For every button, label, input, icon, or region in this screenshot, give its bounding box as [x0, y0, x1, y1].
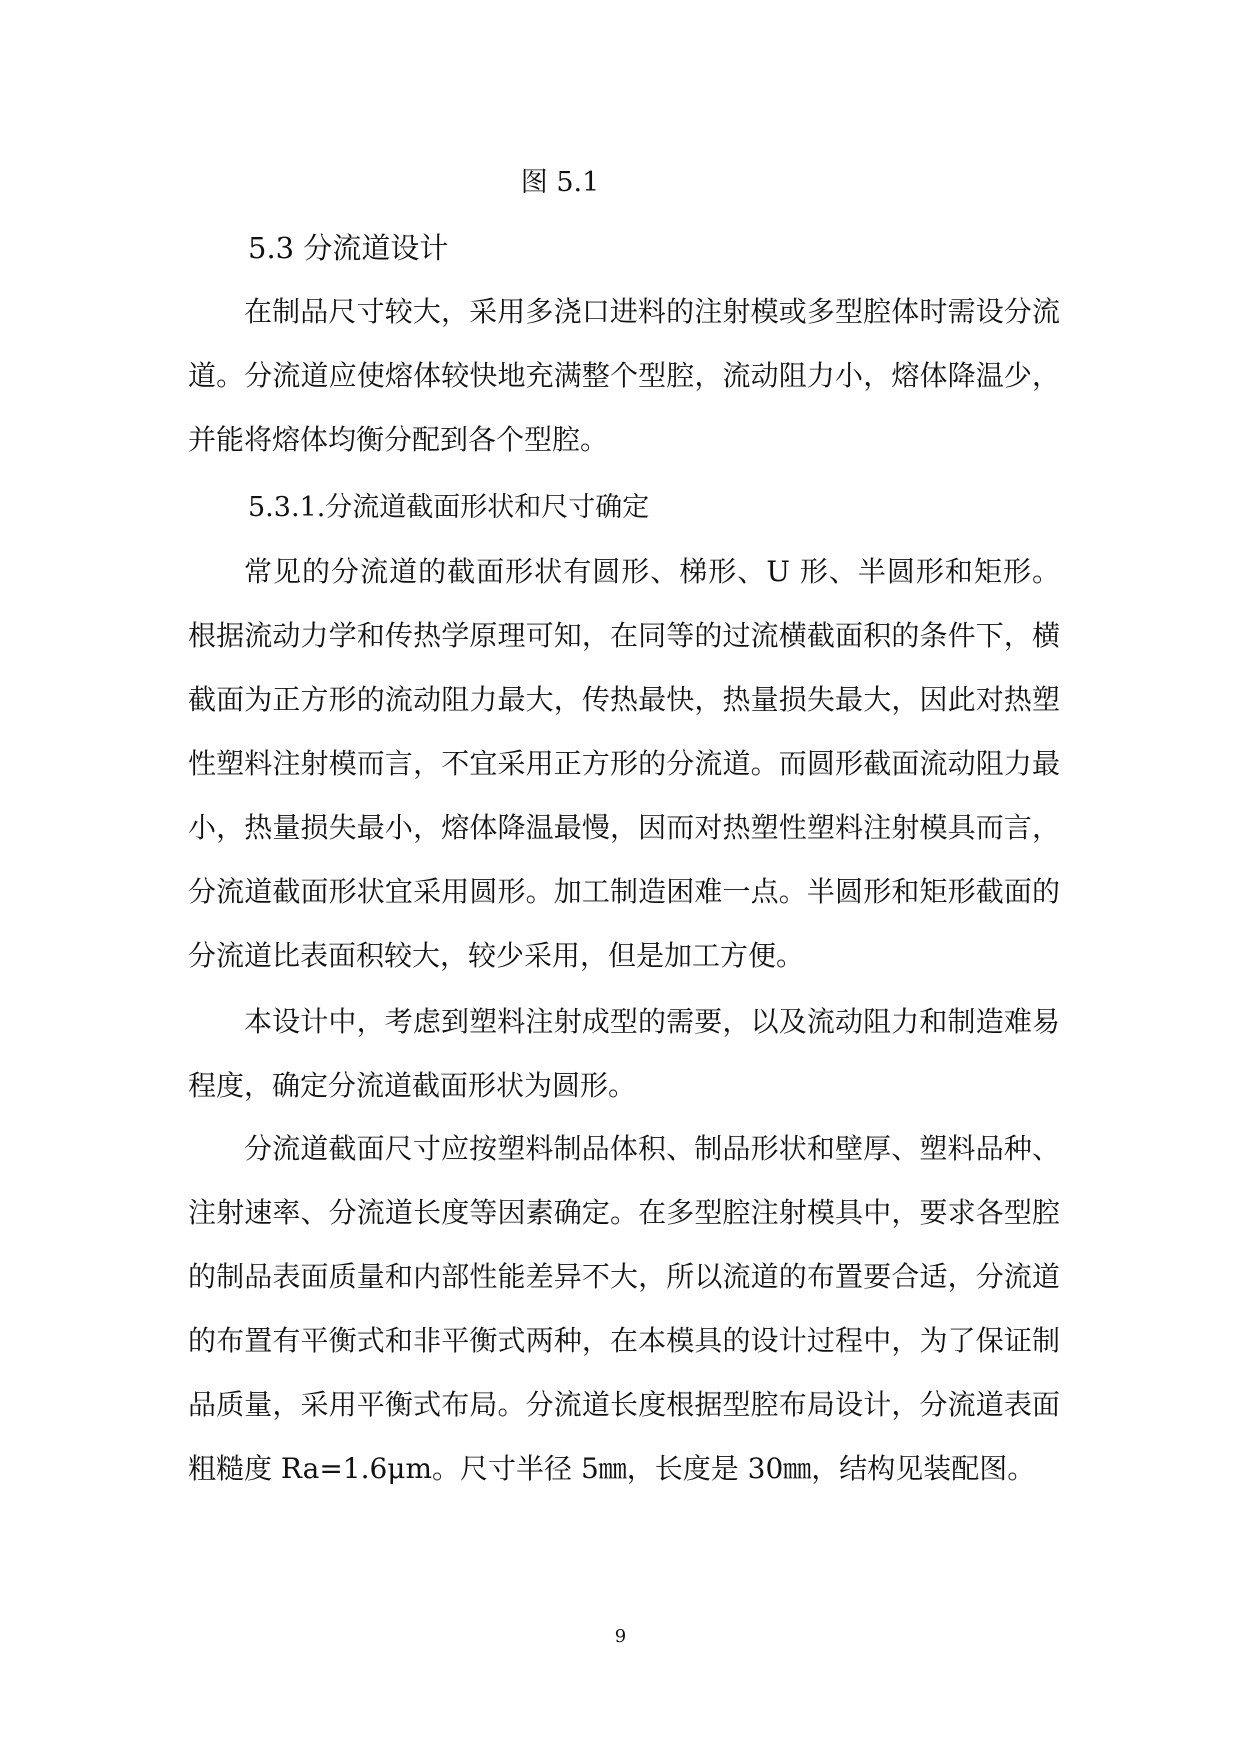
- page-number: 9: [614, 1626, 627, 1647]
- paragraph-cross-section-shapes: 常见的分流道的截面形状有圆形、梯形、U 形、半圆形和矩形。根据流动力学和传热学原理可知，在同等的过流横截面积的条件下，横截面为正方形的流动阻力最大，传热最快，热量损失最大，因此对热塑性塑料注射模而言，不宜采用正方形的分流道。而圆形截面流动阻力最小，热量损失最小，熔体降温最慢，因而对热塑性塑料注射模具而言，分流道截面形状宜采用圆形。加工制造困难一点。半圆形和矩形截面的分流道比表面积较大，较少采用，但是加工方便。: [188, 555, 1060, 972]
- section-heading-5-3: 5.3 分流道设计: [248, 231, 449, 265]
- paragraph-runner-intro: 在制品尺寸较大，采用多浇口进料的注射模或多型腔体时需设分流道。分流道应使熔体较快地充满整个型腔，流动阻力小，熔体降温少，并能将熔体均衡分配到各个型腔。: [188, 295, 1060, 456]
- paragraph-design-choice: 本设计中，考虑到塑料注射成型的需要，以及流动阻力和制造难易程度，确定分流道截面形状为圆形。: [188, 1005, 1060, 1102]
- paragraph-runner-dimensions: 分流道截面尺寸应按塑料制品体积、制品形状和壁厚、塑料品种、注射速率、分流道长度等因素确定。在多型腔注射模具中，要求各型腔的制品表面质量和内部性能差异不大，所以流道的布置要合适，分流道的布置有平衡式和非平衡式两种，在本模具的设计过程中，为了保证制品质量，采用平衡式布局。分流道长度根据型腔布局设计，分流道表面粗糙度 Ra=1.6μm。尺寸半径 5㎜，长度是 30㎜，结构见装配图。: [188, 1132, 1060, 1485]
- section-heading-5-3-1: 5.3.1.分流道截面形状和尺寸确定: [248, 492, 650, 523]
- figure-caption: 图 5.1: [520, 167, 600, 198]
